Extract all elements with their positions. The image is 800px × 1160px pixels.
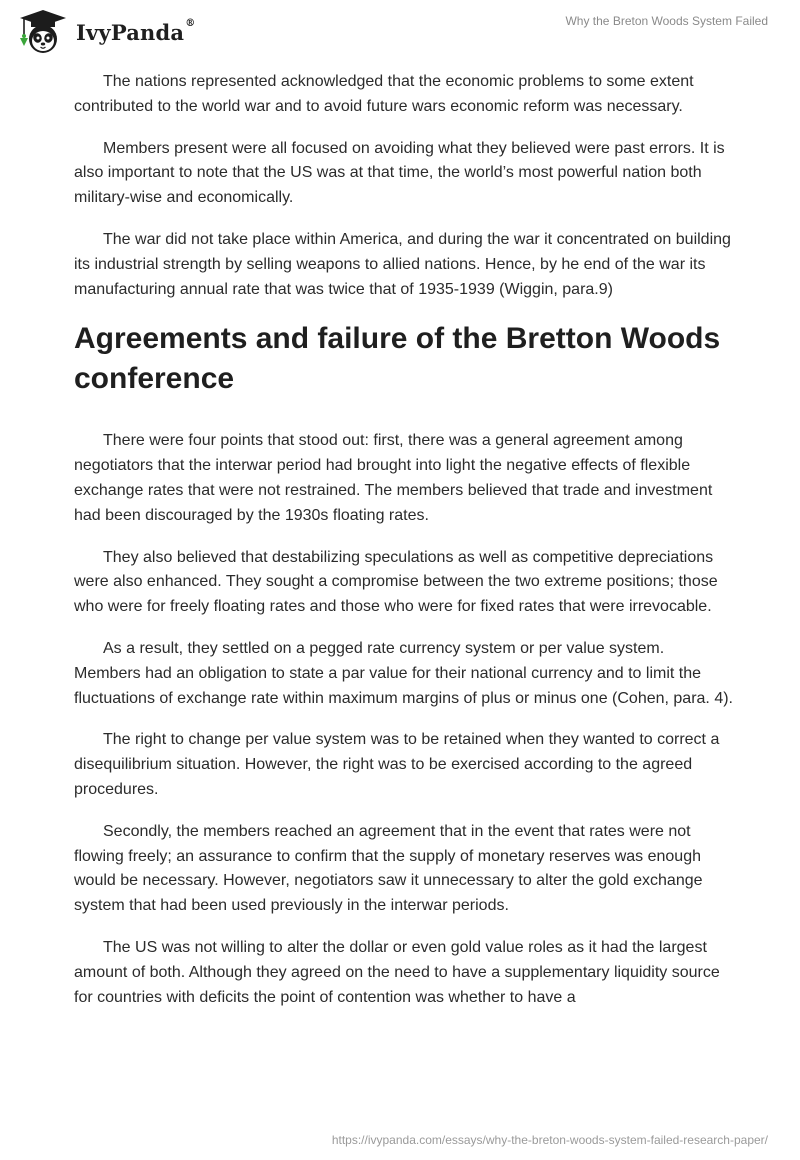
article-body [74,70,734,1027]
panda-graduate-icon [16,8,70,56]
logo-wordmark: IvyPanda® [76,17,196,45]
page-header [0,0,800,66]
section-heading: Agreements and failure of the Bretton Woods conference [74,322,721,396]
paragraph: The right to change per value system was to be retained when they wanted to correct a disequilibrium situation. However, the right was to be exercised according to the agreed procedures. [74,731,720,798]
paragraph: They also believed that destabilizing speculations as well as competitive depreciations were also enhanced. They sought a compromise between the two extreme positions; those who were for freely floating rates and those who were for fixed rates that were irrevocable. [74,548,718,616]
paragraph: As a result, they settled on a pegged rate currency system or per value system. Members had an obligation to state a par value for their national currency and to limit the fluctuations of exchange rate within maximum margins of plus or minus one (Cohen, para. 4). [74,639,733,707]
paragraph: There were four points that stood out: first, there was a general agreement among negotiators that the interwar period had brought into light the negative effects of flexible exchange rates that were not restrained. The members believed that trade and investment had been discouraged by the 1930s floating rates. [74,432,713,524]
paragraph: The nations represented acknowledged that the economic problems to some extent contributed to the world war and to avoid future wars economic reform was necessary. [74,73,694,115]
source-url[interactable]: https://ivypanda.com/essays/why-the-breton-woods-system-failed-research-paper/ [331,1133,768,1147]
paragraph: The war did not take place within America, and during the war it concentrated on building its industrial strength by selling weapons to allied nations. Hence, by he end of the war its manufacturing annual rate that was twice that of 1935-1939 (Wiggin, para.9) [74,230,731,298]
ivypanda-logo[interactable] [16,8,195,56]
paragraph: The US was not willing to alter the dollar or even gold value roles as it had the largest amount of both. Although they agreed on the need to have a supplementary liquidity source for countries with deficits the point of contention was whether to have a [74,938,720,1006]
paragraph: Members present were all focused on avoiding what they believed were past errors. It is also important to note that the US was at that time, the world’s most powerful nation both military-wise and economically. [74,139,725,207]
paragraph: Secondly, the members reached an agreement that in the event that rates were not flowing freely; an assurance to confirm that the supply of monetary reserves was enough would be necessary. However, negotiators saw it unnecessary to alter the gold exchange system that had been used previously in the interwar periods. [74,822,703,915]
document-title: Why the Breton Woods System Failed [565,14,768,28]
